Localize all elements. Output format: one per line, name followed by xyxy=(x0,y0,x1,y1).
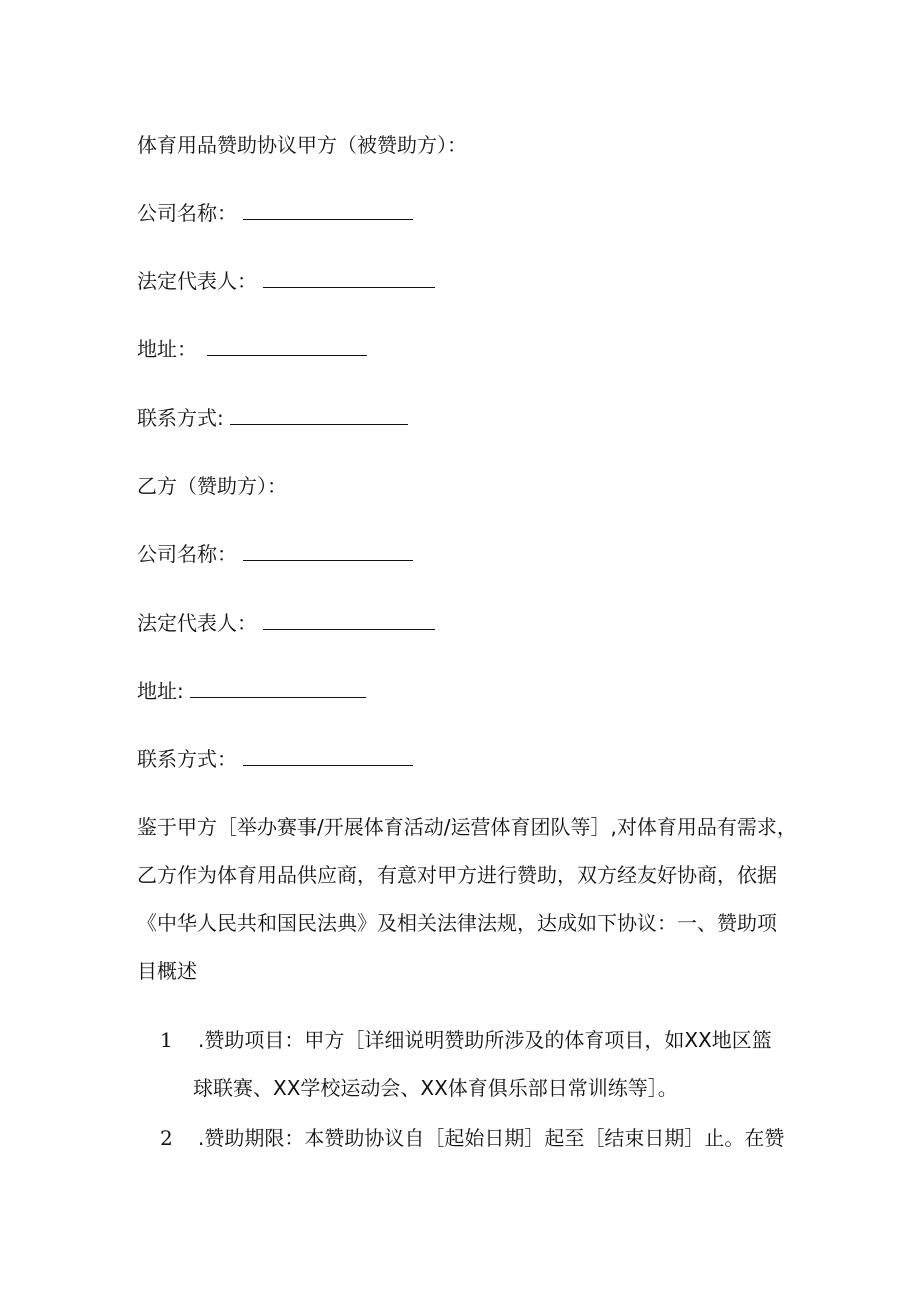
party-b-contact-label: 联系方式： xyxy=(137,747,237,771)
agreement-title xyxy=(137,131,467,159)
list-item-text: .赞助期限：本赞助协议自［起始日期］起至［结束日期］止。在赞 xyxy=(198,1126,785,1150)
list-item-text: 球联赛、XX学校运动会、XX体育俱乐部日常训练等］。 xyxy=(193,1076,678,1100)
list-item-number: 2 xyxy=(160,1126,173,1150)
list-item-text: .赞助项目：甲方［详细说明赞助所涉及的体育项目，如XX地区篮 xyxy=(198,1028,772,1052)
party-a-address-blank[interactable] xyxy=(207,335,367,356)
list-item-1-continuation xyxy=(193,1064,678,1112)
party-a-company-blank[interactable] xyxy=(243,199,413,220)
preamble-paragraph xyxy=(137,803,807,995)
preamble-line: 目概述 xyxy=(137,959,197,983)
party-a-company-row xyxy=(137,199,413,227)
party-a-company-label: 公司名称： xyxy=(137,201,237,225)
list-item-1 xyxy=(160,1016,772,1064)
preamble-line: 《中华人民共和国民法典》及相关法律法规，达成如下协议：一、赞助项 xyxy=(137,911,777,935)
party-a-representative-blank[interactable] xyxy=(263,267,435,288)
party-b-representative-label: 法定代表人： xyxy=(137,611,257,635)
party-b-representative-row xyxy=(137,609,435,637)
party-b-company-label: 公司名称： xyxy=(137,542,237,566)
party-a-contact-blank[interactable] xyxy=(230,404,408,425)
party-a-representative-row xyxy=(137,267,435,295)
party-b-company-blank[interactable] xyxy=(243,540,413,561)
party-a-contact-label: 联系方式: xyxy=(137,406,224,430)
party-b-heading xyxy=(137,472,287,500)
preamble-line: 乙方作为体育用品供应商，有意对甲方进行赞助，双方经友好协商，依据 xyxy=(137,863,777,887)
party-b-address-row xyxy=(137,677,366,705)
title-text: 体育用品赞助协议甲方（被赞助方）： xyxy=(137,133,467,157)
party-b-heading-text: 乙方（赞助方）： xyxy=(137,474,287,498)
party-b-address-blank[interactable] xyxy=(190,677,366,698)
party-b-address-label: 地址: xyxy=(137,679,184,703)
party-a-contact-row xyxy=(137,404,408,432)
party-b-contact-blank[interactable] xyxy=(243,745,413,766)
party-a-representative-label: 法定代表人： xyxy=(137,269,257,293)
list-item-2 xyxy=(160,1114,784,1162)
party-b-representative-blank[interactable] xyxy=(263,609,435,630)
party-a-address-label: 地址： xyxy=(137,337,197,361)
preamble-line: 鉴于甲方［举办赛事/开展体育活动/运营体育团队等］,对体育用品有需求， xyxy=(137,815,797,839)
list-item-number: 1 xyxy=(160,1028,173,1052)
party-b-contact-row xyxy=(137,745,413,773)
party-b-company-row xyxy=(137,540,413,568)
party-a-address-row xyxy=(137,335,367,363)
